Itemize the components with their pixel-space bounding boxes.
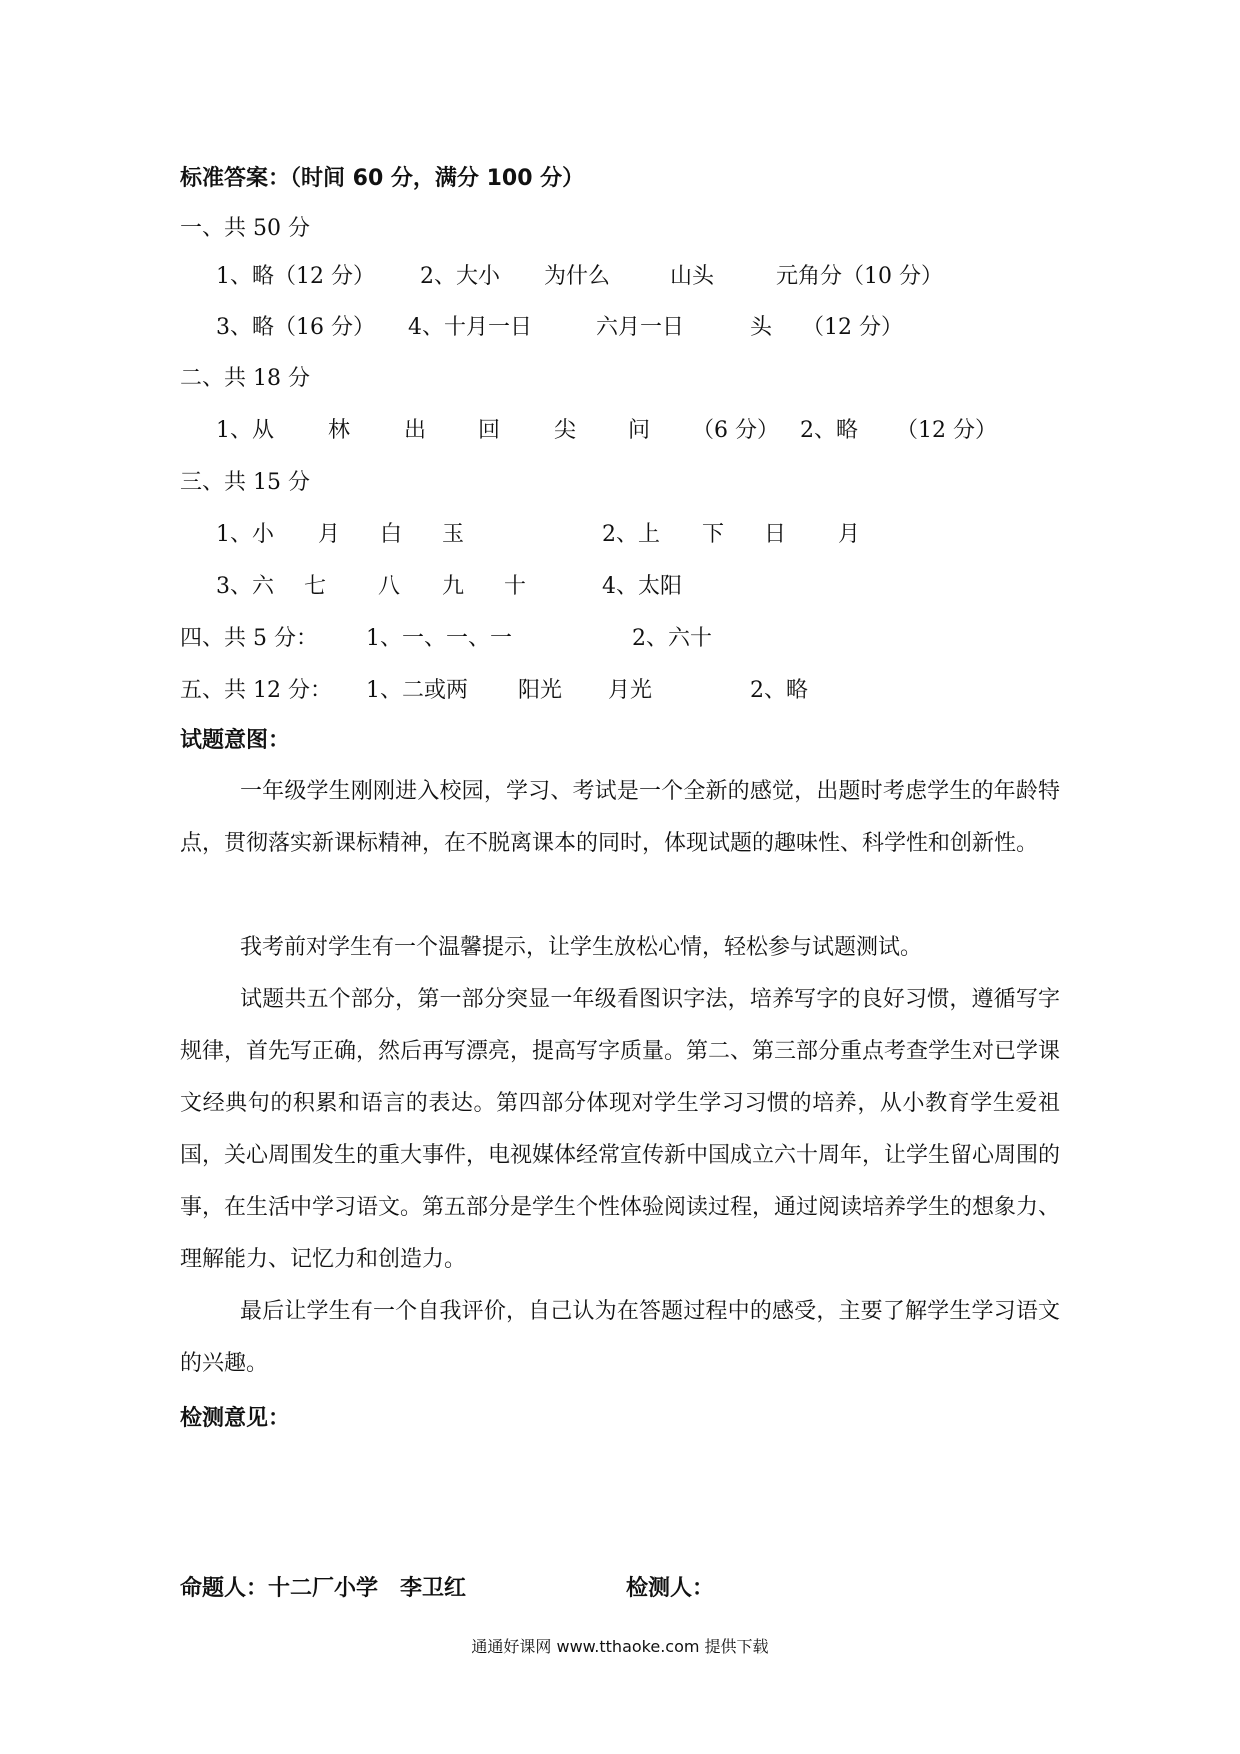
answer-item: 九 xyxy=(442,574,465,599)
answer-item: 问 xyxy=(628,418,651,443)
answer-item: 1、小 xyxy=(216,522,274,547)
review-heading: 检测意见： xyxy=(180,1406,291,1431)
answer-item: （6 分） xyxy=(692,418,779,443)
answer-item: 六月一日 xyxy=(596,315,685,340)
answer-item: 月 xyxy=(838,522,861,547)
intent-paragraph-3: 试题共五个部分，第一部分突显一年级看图识字法，培养写字的良好习惯，遵循写字规律，首先写正确，然后再写漂亮，提高写字质量。第二、第三部分重点考查学生对已学课文经典句的积累和语言的表达。第四部分体现对学生学习习惯的培养，从小教育学生爱祖国，关心周围发生的重大事件，电视媒体经常宣传新中国成立六十周年，让学生留心周围的事，在生活中学习语文。第五部分是学生个性体验阅读过程，通过阅读培养学生的想象力、理解能力、记忆力和创造力。 xyxy=(180,987,1061,1272)
answer-item: 1、略（12 分） xyxy=(216,264,375,289)
answer-item: 2、上 xyxy=(602,522,660,547)
answer-item: 八 xyxy=(378,574,401,599)
answer-item: 林 xyxy=(328,418,351,443)
answer-item: 2、大小 xyxy=(420,264,500,289)
answer-item: 十 xyxy=(504,574,527,599)
answer-item: 4、十月一日 xyxy=(408,315,532,340)
answer-item: 阳光 xyxy=(518,678,563,703)
intent-paragraph-2: 我考前对学生有一个温馨提示，让学生放松心情，轻松参与试题测试。 xyxy=(240,935,923,960)
answer-item: 2、略 xyxy=(800,418,858,443)
answer-item: （12 分） xyxy=(896,418,997,443)
intent-paragraph-1: 一年级学生刚刚进入校园，学习、考试是一个全新的感觉，出题时考虑学生的年龄特点，贯彻落实新课标精神，在不脱离课本的同时，体现试题的趣味性、科学性和创新性。 xyxy=(180,779,1060,856)
answer-item: 2、六十 xyxy=(632,626,712,651)
answer-item: 月光 xyxy=(608,678,653,703)
answer-item: 日 xyxy=(764,522,787,547)
answer-item: （12 分） xyxy=(802,315,903,340)
section-5-heading: 五、共 12 分： xyxy=(180,678,332,703)
download-footer: 通通好课网 www.tthaoke.com 提供下载 xyxy=(471,1637,769,1656)
section-4-heading: 四、共 5 分： xyxy=(180,626,318,651)
answer-item: 1、二或两 xyxy=(366,678,468,703)
answer-item: 下 xyxy=(702,522,725,547)
answer-item: 元角分（10 分） xyxy=(776,264,943,289)
author-signature: 命题人：十二厂小学 李卫红 xyxy=(180,1576,467,1601)
checker-signature: 检测人： xyxy=(626,1576,715,1601)
answer-item: 出 xyxy=(404,418,427,443)
answer-item: 尖 xyxy=(554,418,577,443)
intent-paragraph-4: 最后让学生有一个自我评价，自己认为在答题过程中的感受，主要了解学生学习语文的兴趣。 xyxy=(180,1299,1060,1376)
section-2-heading: 二、共 18 分 xyxy=(180,366,310,391)
answer-item: 玉 xyxy=(442,522,465,547)
answer-title: 标准答案：（时间 60 分，满分 100 分） xyxy=(180,166,585,191)
section-3-heading: 三、共 15 分 xyxy=(180,470,310,495)
answer-item: 白 xyxy=(380,522,403,547)
answer-item: 1、一、一、一 xyxy=(366,626,512,651)
answer-item: 4、太阳 xyxy=(602,574,682,599)
answer-item: 2、略 xyxy=(750,678,808,703)
answer-item: 七 xyxy=(304,574,327,599)
answer-item: 头 xyxy=(750,315,773,340)
intent-heading: 试题意图： xyxy=(180,728,291,753)
section-1-heading: 一、共 50 分 xyxy=(180,216,310,241)
answer-item: 3、六 xyxy=(216,574,274,599)
answer-item: 回 xyxy=(478,418,501,443)
answer-item: 1、从 xyxy=(216,418,274,443)
answer-item: 3、略（16 分） xyxy=(216,315,375,340)
answer-item: 为什么 xyxy=(544,264,611,289)
answer-item: 月 xyxy=(318,522,341,547)
answer-item: 山头 xyxy=(670,264,715,289)
